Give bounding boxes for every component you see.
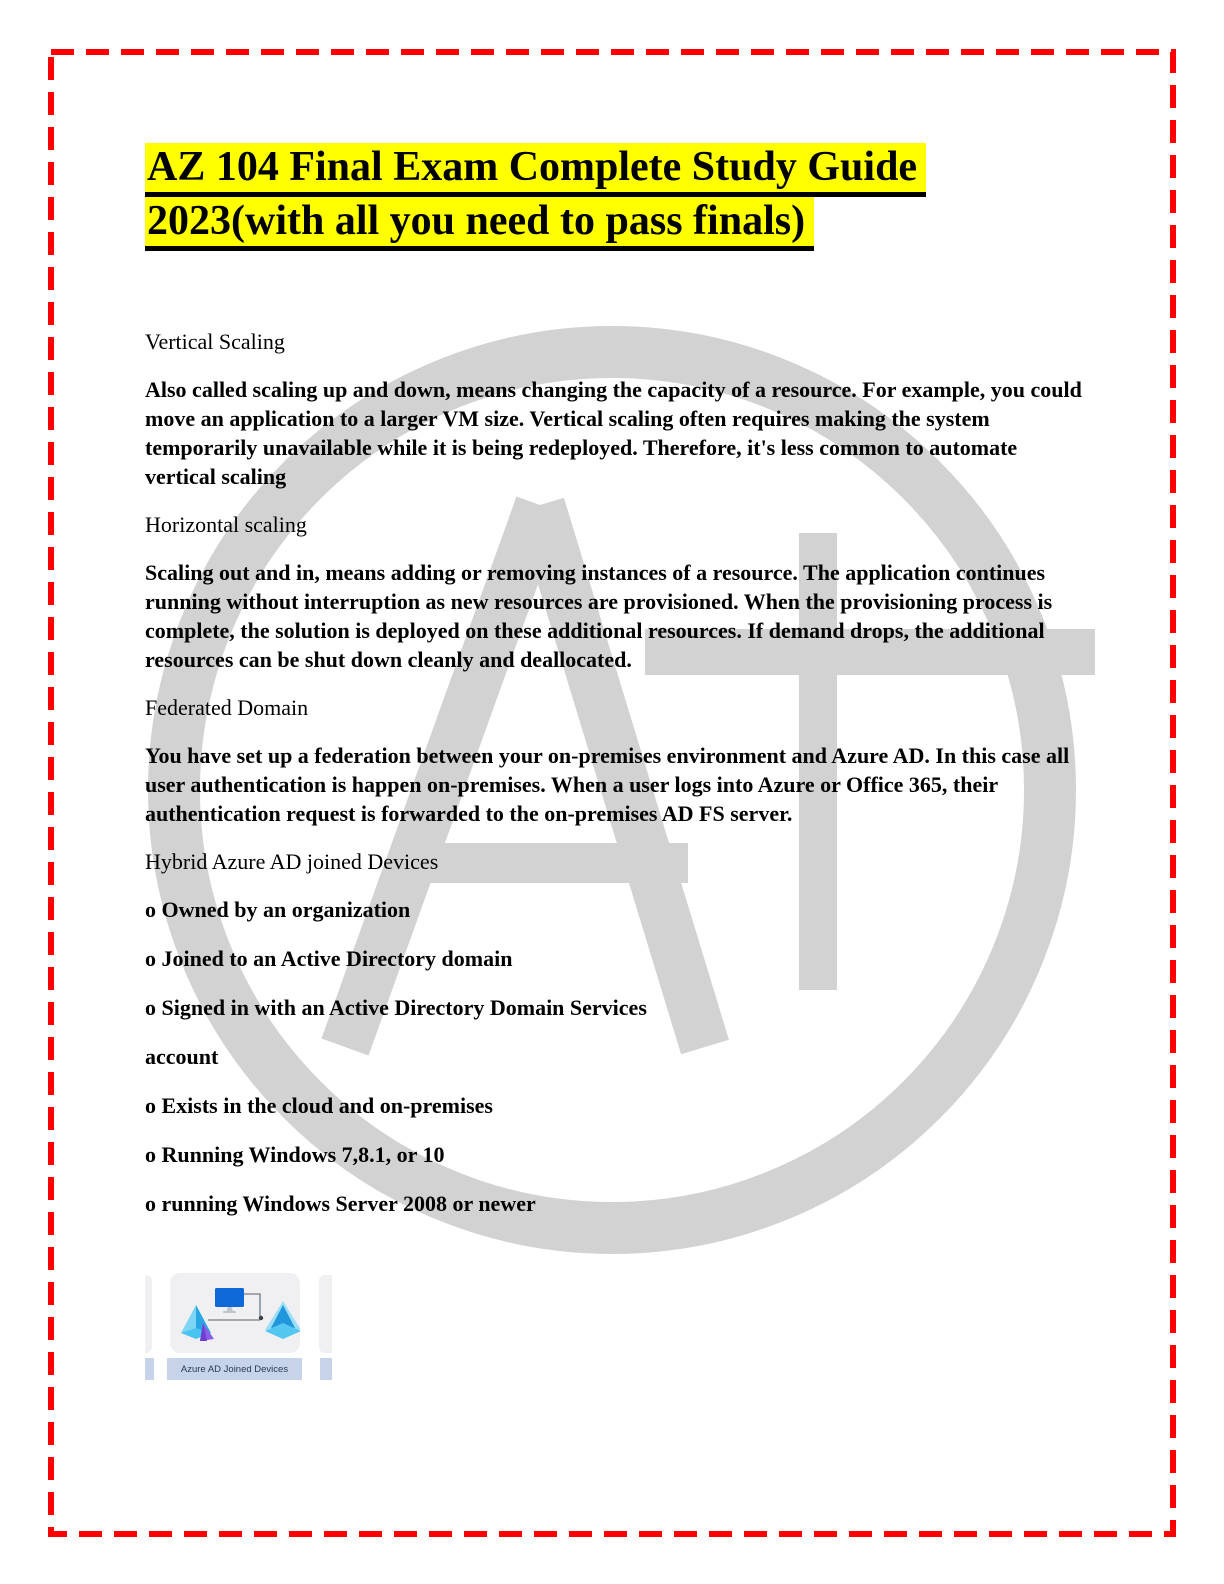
azure-ad-icon-left bbox=[181, 1305, 214, 1341]
partial-card-right bbox=[319, 1275, 332, 1353]
page-title-line-2: 2023(with all you need to pass finals) bbox=[145, 197, 814, 251]
section-paragraph-vertical-scaling: Also called scaling up and down, means changing the capacity of a resource. For example, you could move an application to a larger VM size. Vertical scaling often requires making the system temporarily unavailable while it is being redeployed. Therefore, it's less common to automate vertical scaling bbox=[145, 377, 1082, 489]
section-heading-vertical-scaling: Vertical Scaling bbox=[145, 329, 285, 354]
partial-caption-banner-left bbox=[145, 1358, 154, 1380]
section-paragraph-horizontal-scaling: Scaling out and in, means adding or removing instances of a resource. The application continues running without interruption as new resources are provisioned. When the provisioning process is complete, the solution is deployed on these additional resources. If demand drops, the additional resources can be shut down cleanly and deallocated. bbox=[145, 560, 1053, 672]
device-diagram-card bbox=[170, 1273, 300, 1353]
section-paragraph-federated-domain: You have set up a federation between your on-premises environment and Azure AD. In this case all user authentication is happen on-premises. When a user logs into Azure or Office 365, their authentication request is forwarded to the on-premises AD FS server. bbox=[145, 743, 1070, 826]
device-diagram bbox=[170, 1273, 300, 1353]
azure-ad-joined-devices-figure bbox=[145, 1260, 332, 1385]
bullet-line: o Joined to an Active Directory domain bbox=[145, 946, 513, 971]
section-heading-horizontal-scaling: Horizontal scaling bbox=[145, 512, 307, 537]
section-heading-federated-domain: Federated Domain bbox=[145, 695, 309, 720]
page-title-line-1: AZ 104 Final Exam Complete Study Guide bbox=[145, 143, 926, 197]
bullet-line: o Signed in with an Active Directory Domain Services bbox=[145, 995, 647, 1020]
connector-arrow-dot bbox=[259, 1316, 263, 1320]
partial-card-left bbox=[145, 1275, 152, 1353]
azure-ad-icon-right bbox=[265, 1301, 300, 1339]
bullet-line: o running Windows Server 2008 or newer bbox=[145, 1191, 536, 1216]
figure-caption: Azure AD Joined Devices bbox=[167, 1358, 302, 1380]
page-title bbox=[145, 143, 1083, 251]
partial-caption-banner-right bbox=[320, 1358, 332, 1380]
bullet-line: o Owned by an organization bbox=[145, 897, 411, 922]
section-heading-hybrid-azure-ad-joined-devices: Hybrid Azure AD joined Devices bbox=[145, 849, 439, 874]
document-content bbox=[145, 143, 1083, 1385]
bullet-line: o Running Windows 7,8.1, or 10 bbox=[145, 1142, 445, 1167]
bullet-line: o Exists in the cloud and on-premises bbox=[145, 1093, 493, 1118]
bullet-line: account bbox=[145, 1044, 219, 1069]
monitor-icon bbox=[215, 1288, 244, 1313]
